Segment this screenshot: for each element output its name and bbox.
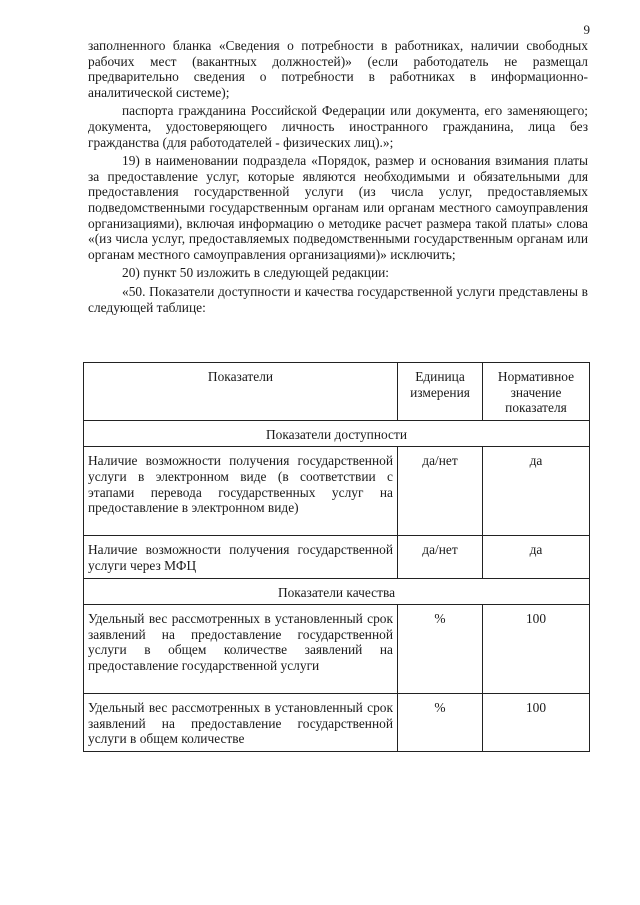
section-title: Показатели качества xyxy=(84,578,590,605)
indicator-cell: Удельный вес рассмотренных в установленный срок заявлений на предоставление государственной услуги в общем количестве xyxy=(84,694,398,752)
header-indicators: Показатели xyxy=(84,363,398,421)
unit-cell: % xyxy=(398,694,483,752)
table-header-row xyxy=(84,363,590,421)
table-row xyxy=(84,536,590,578)
header-unit: Единица измерения xyxy=(398,363,483,421)
paragraph: 19) в наименовании подраздела «Порядок, размер и основания взимания платы за предоставление услуг, которые являются необходимыми и обязательными для предоставления государственной услуги (из числа услуг, предоставляемых подведомственными государственным органам или органам местного самоуправления организациями), включая информацию о методике расчет размера такой платы» слова «(из числа услуг, предоставляемых подведомственными государственным органам или органам местного самоуправления организациями)» исключить; xyxy=(88,153,588,262)
indicator-cell: Наличие возможности получения государственной услуги через МФЦ xyxy=(84,536,398,578)
document-body xyxy=(88,38,588,318)
value-cell: 100 xyxy=(483,694,590,752)
value-cell: да xyxy=(483,536,590,578)
paragraph: «50. Показатели доступности и качества государственной услуги представлены в следующей таблице: xyxy=(88,283,588,315)
unit-cell: да/нет xyxy=(398,447,483,536)
indicators-table xyxy=(83,362,590,752)
unit-cell: да/нет xyxy=(398,536,483,578)
value-cell: да xyxy=(483,447,590,536)
paragraph: 20) пункт 50 изложить в следующей редакции: xyxy=(122,265,390,281)
header-normative-value: Нормативное значение показателя xyxy=(483,363,590,421)
section-row-quality xyxy=(84,578,590,605)
unit-cell: % xyxy=(398,605,483,694)
table-row xyxy=(84,447,590,536)
indicator-cell: Наличие возможности получения государственной услуги в электронном виде (в соответствии с этапами перевода государственных услуг на предоставление в электронном виде) xyxy=(84,447,398,536)
table-row xyxy=(84,605,590,694)
paragraph: паспорта гражданина Российской Федерации или документа, его заменяющего; документа, удостоверяющего личность иностранного гражданина, лица без гражданства (для работодателей - физических лиц).»; xyxy=(88,103,588,150)
section-row-accessibility xyxy=(84,420,590,447)
section-title: Показатели доступности xyxy=(84,420,590,447)
page-number: 9 xyxy=(583,22,590,37)
table-row xyxy=(84,694,590,752)
indicator-cell: Удельный вес рассмотренных в установленный срок заявлений на предоставление государственной услуги в общем количестве заявлений на предоставление государственной услуги xyxy=(84,605,398,694)
paragraph: заполненного бланка «Сведения о потребности в работниках, наличии свободных рабочих мест (вакантных должностей)» (если работодатель не размещал предварительно сведения о потребности в работниках в информационно-аналитической системе); xyxy=(88,38,588,100)
value-cell: 100 xyxy=(483,605,590,694)
